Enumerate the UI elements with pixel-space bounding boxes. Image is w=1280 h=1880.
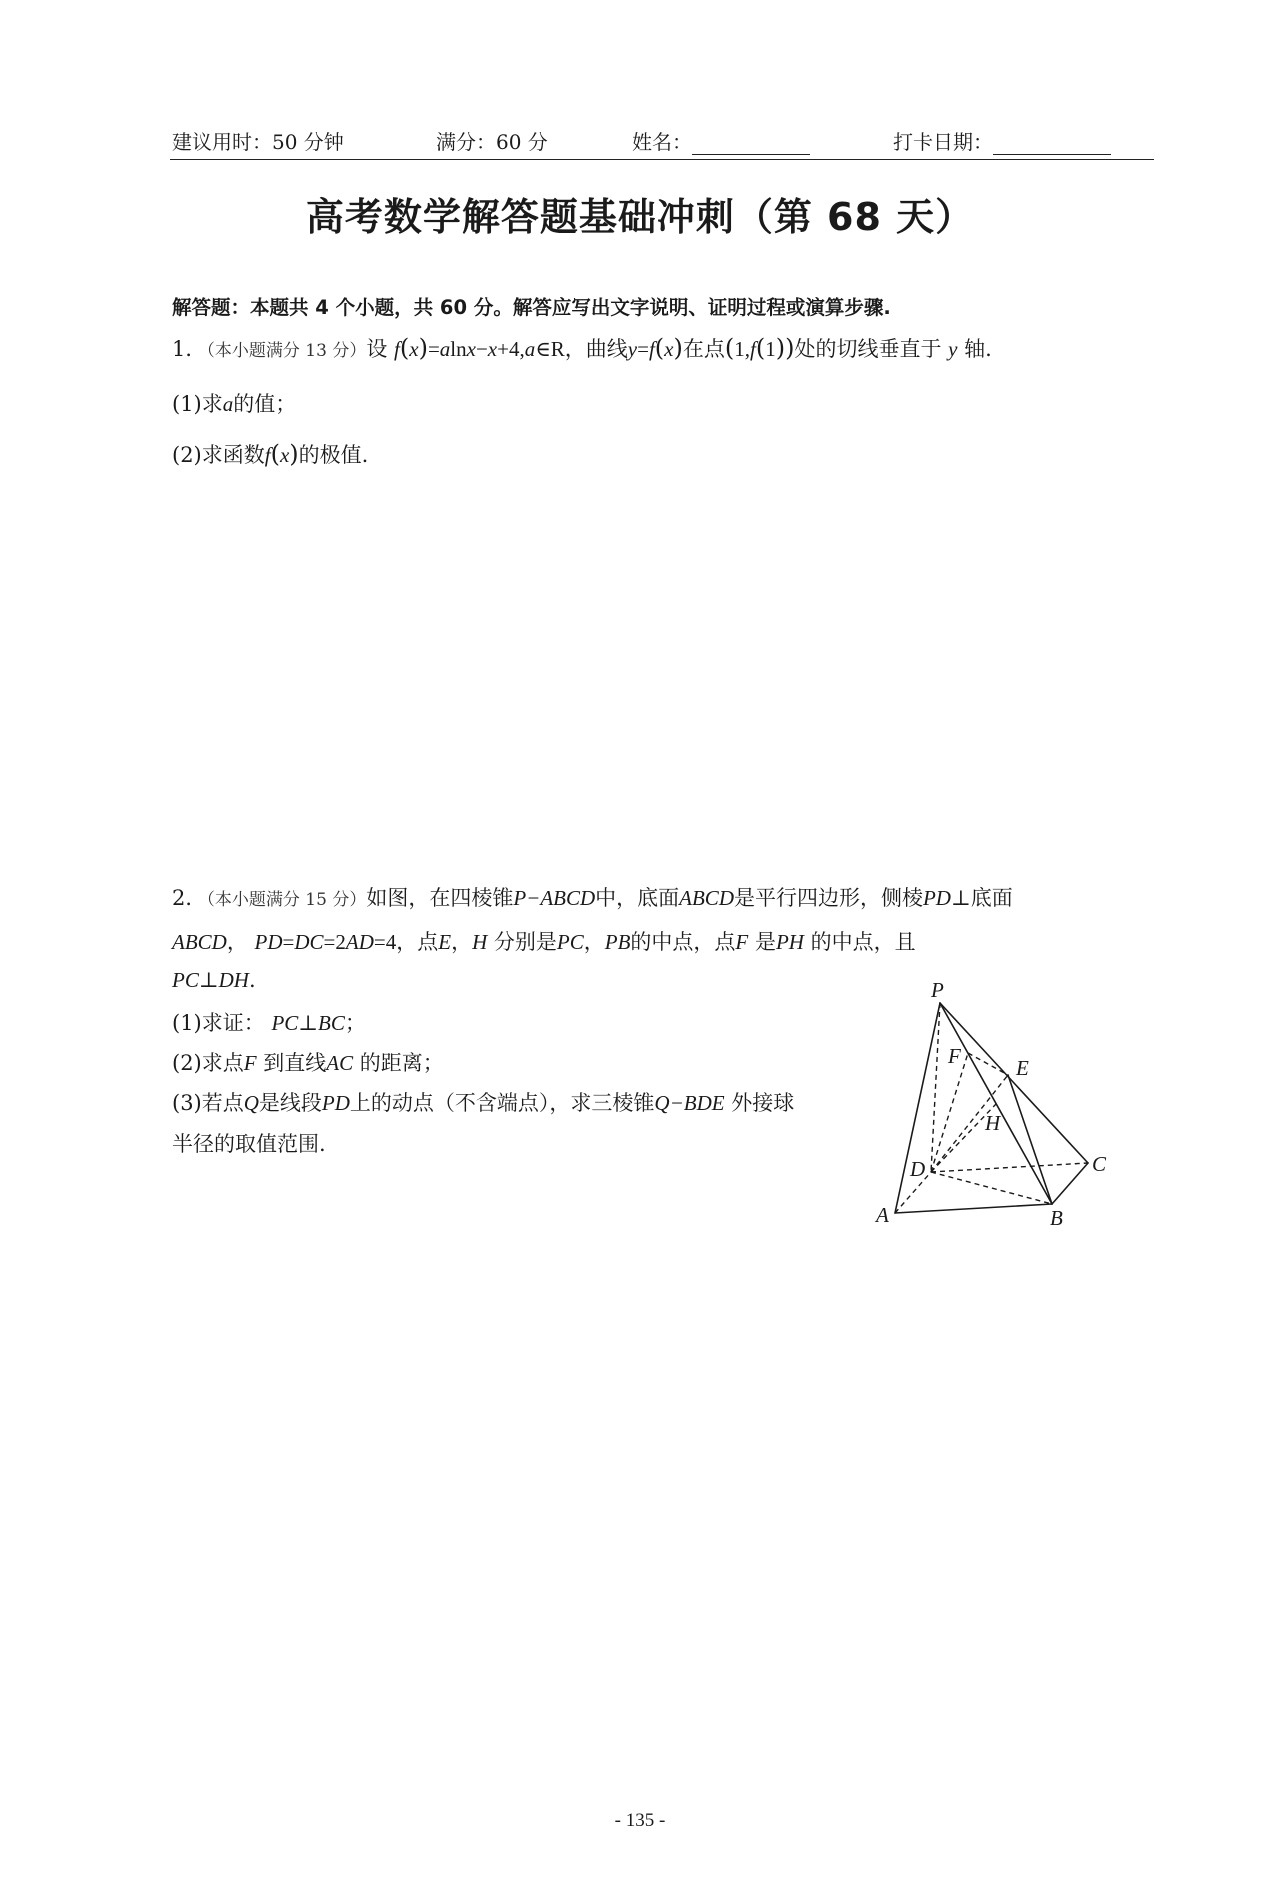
q2-stem-line2: ABCD， PD=DC=2AD=4，点E，H 分别是PC，PB的中点，点F 是PH 的中点，且 (172, 930, 916, 954)
page-title: 高考数学解答题基础冲刺（第 68 天） (305, 195, 975, 239)
q1-part2: (2)求函数f(x)的极值. (172, 440, 369, 468)
edge-DB (931, 1172, 1052, 1204)
label-P: P (931, 978, 944, 1002)
date-label: 打卡日期： (893, 130, 993, 154)
edge-BC (1052, 1163, 1088, 1204)
edge-AB (895, 1204, 1052, 1213)
q2-part3: (3)若点Q是线段PD上的动点（不含端点），求三棱锥Q−BDE 外接球 (172, 1091, 795, 1115)
q2-part3-cont: 半径的取值范围. (172, 1132, 326, 1156)
name-blank[interactable] (692, 132, 810, 155)
label-F: F (948, 1044, 961, 1068)
q1-stem: 1．（本小题满分 13 分）设 f(x)=alnx−x+4,a∈R，曲线y=f(x)在点(1,f(1))处的切线垂直于 y 轴. (172, 334, 992, 362)
date-blank[interactable] (993, 132, 1111, 155)
edge-DC (931, 1163, 1088, 1172)
q2-part1: (1)求证： PC⊥BC； (172, 1011, 366, 1035)
name-field[interactable] (632, 126, 810, 160)
q1-number: 1． (172, 337, 207, 361)
q1-formula: f (394, 337, 400, 361)
section-intro: 解答题：本题共 4 个小题，共 60 分。解答应写出文字说明、证明过程或演算步骤. (172, 296, 891, 319)
q2-part2: (2)求点F 到直线AC 的距离； (172, 1051, 444, 1075)
q2-points: （本小题满分 15 分） (206, 890, 367, 910)
edge-PB (940, 1003, 1052, 1204)
edge-EB (1008, 1075, 1052, 1204)
q2-stem-line3: PC⊥DH. (172, 968, 256, 992)
page-number: - 135 - (614, 1810, 666, 1831)
label-B: B (1050, 1206, 1063, 1230)
q1-points: （本小题满分 13 分） (206, 341, 367, 361)
name-label: 姓名： (632, 130, 692, 154)
q1-part1: (1)求a的值； (172, 392, 297, 416)
label-H: H (985, 1111, 1001, 1135)
q2-number: 2． (172, 886, 207, 910)
label-E: E (1016, 1056, 1029, 1080)
label-C: C (1092, 1152, 1107, 1176)
label-D: D (910, 1157, 926, 1181)
pyramid-figure (860, 975, 1130, 1230)
edge-PA (895, 1003, 940, 1213)
full-score: 满分：60 分 (436, 130, 548, 154)
header-divider (170, 159, 1154, 160)
edge-PD (931, 1003, 940, 1172)
q2-stem-line1: 2．（本小题满分 15 分）如图，在四棱锥P−ABCD中，底面ABCD是平行四边形，侧棱PD⊥底面 (172, 886, 1013, 910)
suggested-time: 建议用时：50 分钟 (172, 130, 344, 154)
checkin-date-field[interactable] (893, 126, 1111, 160)
label-A: A (876, 1203, 889, 1227)
